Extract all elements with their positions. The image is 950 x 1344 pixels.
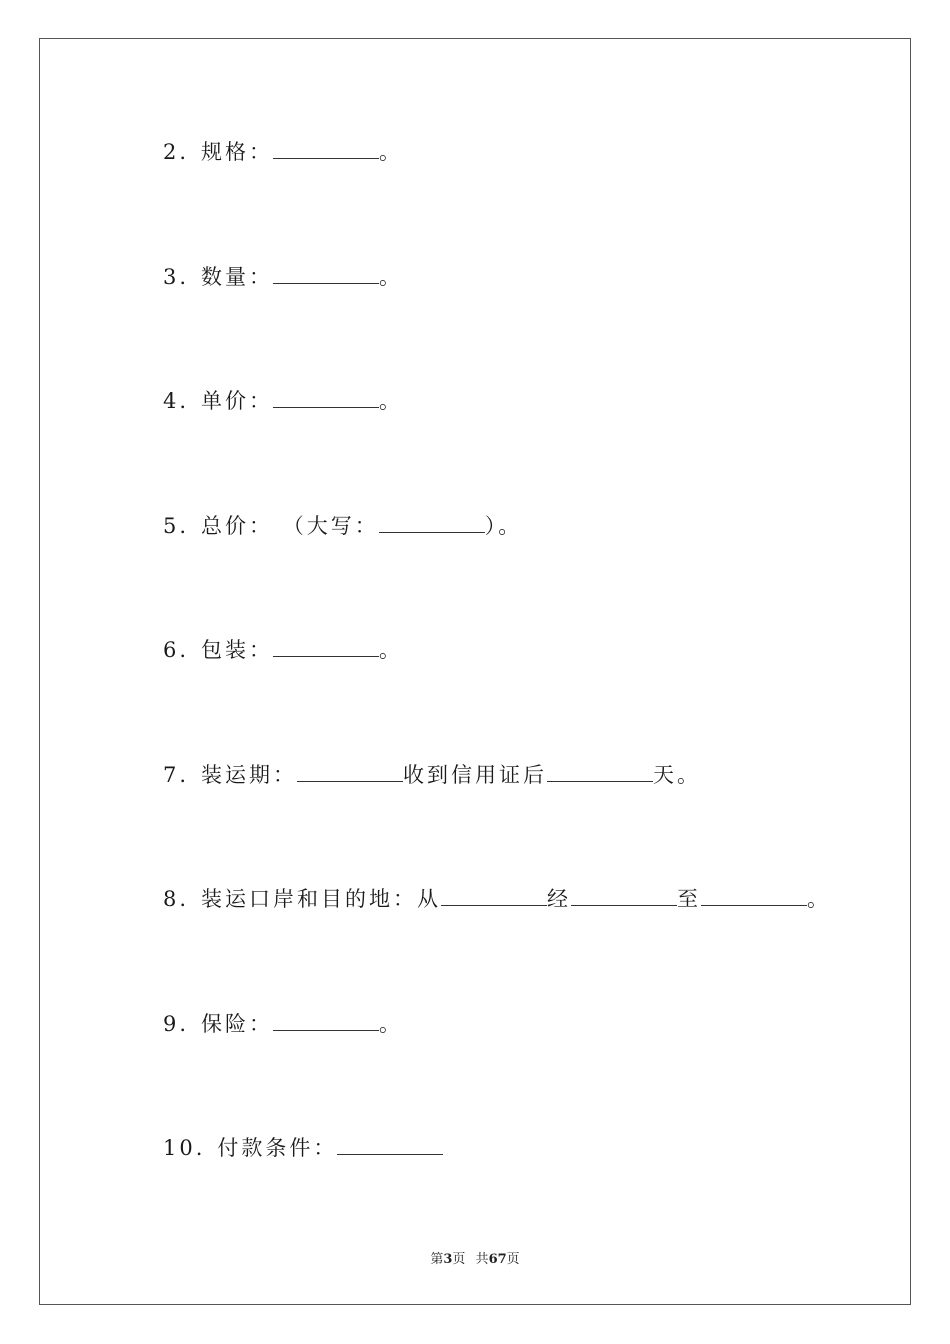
- contract-item: [163, 883, 831, 914]
- item-label: 装运口岸和目的地：: [201, 887, 418, 911]
- contract-item: [163, 1132, 443, 1163]
- item-number: 8.: [163, 887, 190, 911]
- footer-page-number: 3: [443, 1252, 453, 1267]
- fill-in-blank[interactable]: [441, 883, 547, 906]
- item-text: 天。: [653, 763, 702, 787]
- item-number: 4.: [163, 389, 190, 413]
- fill-in-blank[interactable]: [297, 759, 403, 782]
- fill-in-blank[interactable]: [273, 385, 379, 408]
- fill-in-blank[interactable]: [273, 634, 379, 657]
- item-text: 。: [807, 887, 832, 911]
- item-number: 10.: [163, 1136, 206, 1160]
- item-text: 。: [379, 638, 404, 662]
- item-text: 。: [379, 389, 404, 413]
- contract-item: [163, 634, 403, 665]
- item-label: 规格：: [201, 140, 274, 164]
- page-footer: [0, 1248, 950, 1267]
- item-label: 装运期：: [201, 763, 298, 787]
- fill-in-blank[interactable]: [571, 883, 677, 906]
- contract-item: [163, 1008, 403, 1039]
- contract-item: [163, 510, 522, 541]
- fill-in-blank[interactable]: [337, 1132, 443, 1155]
- fill-in-blank[interactable]: [273, 1008, 379, 1031]
- item-text: 收到信用证后: [403, 763, 548, 787]
- fill-in-blank[interactable]: [273, 261, 379, 284]
- item-text: 经: [547, 887, 572, 911]
- footer-page-suffix: 页: [452, 1252, 466, 1267]
- item-label: 付款条件：: [217, 1136, 338, 1160]
- item-text: 。: [379, 140, 404, 164]
- footer-total-prefix: 共: [475, 1252, 489, 1267]
- fill-in-blank[interactable]: [547, 759, 653, 782]
- item-label: 总价：: [201, 514, 274, 538]
- fill-in-blank[interactable]: [273, 136, 379, 159]
- item-text: （大写：: [273, 514, 379, 538]
- item-number: 2.: [163, 140, 190, 164]
- item-number: 5.: [163, 514, 190, 538]
- item-text: 至: [677, 887, 702, 911]
- contract-item: [163, 759, 701, 790]
- fill-in-blank[interactable]: [379, 510, 485, 533]
- footer-total-pages: 67: [488, 1252, 507, 1267]
- item-text: 从: [417, 887, 442, 911]
- contract-item: [163, 385, 403, 416]
- item-number: 6.: [163, 638, 190, 662]
- item-label: 数量：: [201, 265, 274, 289]
- item-text: ）。: [484, 514, 523, 538]
- footer-page-prefix: 第: [430, 1252, 444, 1267]
- item-label: 保险：: [201, 1012, 274, 1036]
- contract-item: [163, 261, 403, 292]
- contract-item: [163, 136, 403, 167]
- item-label: 单价：: [201, 389, 274, 413]
- item-label: 包装：: [201, 638, 274, 662]
- fill-in-blank[interactable]: [701, 883, 807, 906]
- page-frame: [39, 38, 911, 1305]
- item-number: 3.: [163, 265, 190, 289]
- item-number: 9.: [163, 1012, 190, 1036]
- item-text: 。: [379, 265, 404, 289]
- footer-total-suffix: 页: [506, 1252, 520, 1267]
- item-text: 。: [379, 1012, 404, 1036]
- item-number: 7.: [163, 763, 190, 787]
